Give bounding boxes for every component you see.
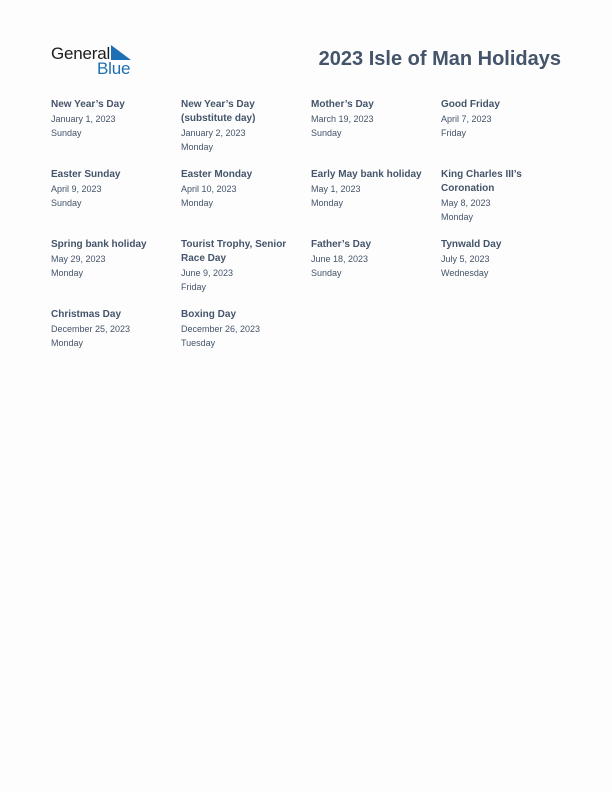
holiday-item [51, 168, 176, 210]
holiday-weekday: Monday [441, 212, 474, 222]
holiday-name: Mother’s Day [311, 99, 374, 110]
logo-word-blue: Blue [97, 59, 131, 78]
holiday-name: Father’s Day [311, 239, 372, 250]
holiday-name: King Charles III’s Coronation [441, 169, 522, 194]
holiday-name: Good Friday [441, 99, 500, 110]
holiday-name: Easter Monday [181, 169, 253, 180]
holiday-weekday: Tuesday [181, 338, 216, 348]
holiday-item [181, 168, 306, 210]
holiday-item [311, 98, 436, 140]
holiday-date: May 29, 2023 [51, 254, 106, 264]
holiday-item [51, 98, 176, 140]
holiday-name: New Year’s Day (substitute day) [181, 99, 256, 124]
holiday-date: May 8, 2023 [441, 198, 491, 208]
holiday-name: Tourist Trophy, Senior Race Day [181, 239, 287, 264]
holiday-row [51, 308, 571, 378]
holiday-weekday: Monday [51, 268, 84, 278]
logo-triangle-icon [111, 45, 131, 60]
holiday-item [441, 238, 566, 280]
holiday-date: April 7, 2023 [441, 114, 492, 124]
holiday-item [181, 238, 306, 294]
holiday-date: June 9, 2023 [181, 268, 234, 278]
generalblue-logo [51, 44, 141, 78]
holiday-date: July 5, 2023 [441, 254, 490, 264]
holiday-date: December 26, 2023 [181, 324, 261, 334]
holiday-date: June 18, 2023 [311, 254, 369, 264]
holiday-item [441, 98, 566, 140]
holiday-item [441, 168, 566, 224]
holiday-name: Christmas Day [51, 309, 122, 320]
holiday-date: January 2, 2023 [181, 128, 246, 138]
page-title: 2023 Isle of Man Holidays [318, 48, 561, 70]
holiday-date: April 9, 2023 [51, 184, 102, 194]
holiday-item [181, 308, 306, 350]
holiday-item [51, 308, 176, 350]
holiday-weekday: Monday [181, 142, 214, 152]
holiday-weekday: Sunday [51, 128, 82, 138]
holiday-weekday: Monday [311, 198, 344, 208]
holiday-item [181, 98, 306, 154]
holiday-weekday: Sunday [51, 198, 82, 208]
holiday-weekday: Monday [51, 338, 84, 348]
holiday-name: New Year’s Day [51, 99, 125, 110]
holiday-weekday: Friday [181, 282, 207, 292]
holiday-row [51, 238, 571, 308]
holiday-item [311, 238, 436, 280]
holiday-item [311, 168, 436, 210]
holiday-grid [51, 98, 571, 378]
holiday-name: Spring bank holiday [51, 239, 147, 250]
logo-word-general: General [51, 44, 111, 63]
holiday-date: January 1, 2023 [51, 114, 116, 124]
holiday-row [51, 98, 571, 168]
holiday-weekday: Sunday [311, 128, 342, 138]
holiday-row [51, 168, 571, 238]
holiday-name: Easter Sunday [51, 169, 121, 180]
holiday-date: March 19, 2023 [311, 114, 374, 124]
holiday-weekday: Wednesday [441, 268, 489, 278]
holiday-name: Tynwald Day [441, 239, 502, 250]
holiday-date: December 25, 2023 [51, 324, 131, 334]
holiday-date: May 1, 2023 [311, 184, 361, 194]
holiday-weekday: Monday [181, 198, 214, 208]
holiday-weekday: Sunday [311, 268, 342, 278]
holiday-weekday: Friday [441, 128, 467, 138]
holiday-name: Boxing Day [181, 309, 237, 320]
holiday-name: Early May bank holiday [311, 169, 422, 180]
holiday-item [51, 238, 176, 280]
holiday-date: April 10, 2023 [181, 184, 237, 194]
